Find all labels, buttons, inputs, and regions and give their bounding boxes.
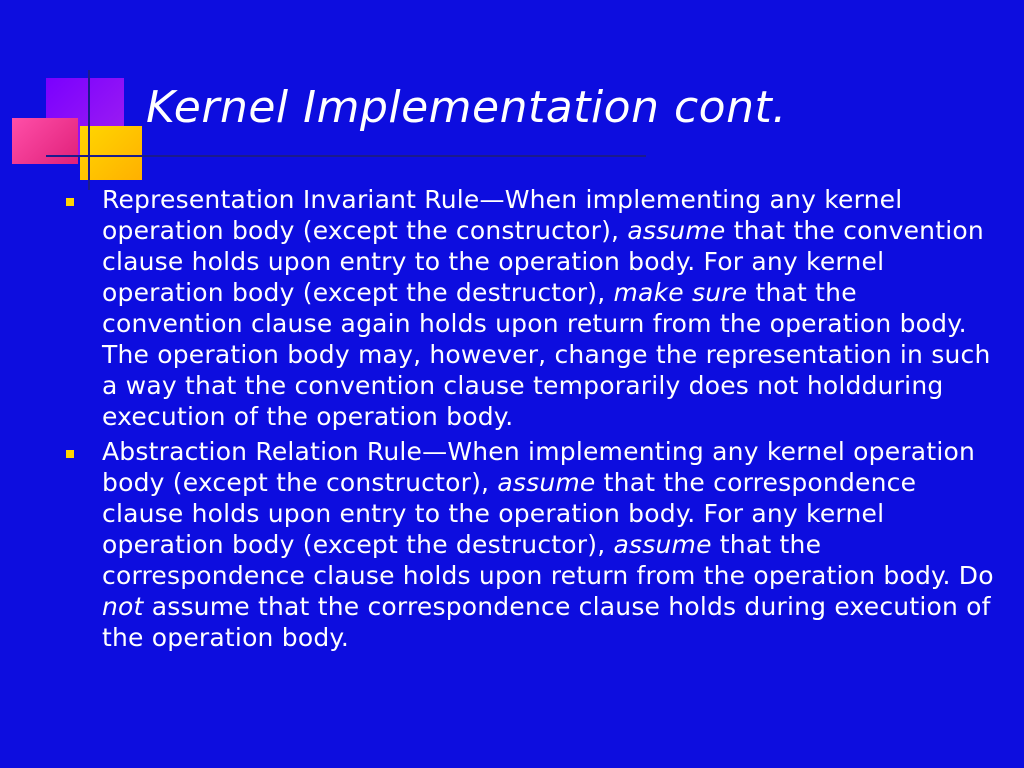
square-bullet-icon — [66, 450, 74, 458]
bullet-text — [102, 184, 996, 432]
bullet-text-segment: that the convention clause holds upon entry to the operation body. For any kernel operation body (except the destructor), — [102, 216, 984, 307]
slide-title: Kernel Implementation cont. — [146, 82, 787, 133]
title-underline — [46, 155, 646, 157]
bullet-item-representation-invariant — [62, 184, 996, 432]
decorative-pink-square — [12, 118, 78, 164]
bullet-text-emphasis: not — [102, 592, 144, 621]
bullet-text-segment: Representation Invariant Rule—When implementing any kernel operation body (except the constructor), — [102, 185, 903, 245]
bullet-text-segment: Abstraction Relation Rule—When implementing any kernel operation body (except the constructor), — [102, 437, 976, 497]
bullet-item-abstraction-relation — [62, 436, 996, 653]
bullet-text — [102, 436, 996, 653]
bullet-text-segment: that the correspondence clause holds upon entry to the operation body. For any kernel operation body (except the destructor), — [102, 468, 917, 559]
bullet-text-segment: assume that the correspondence clause holds during execution of the operation body. — [102, 592, 991, 652]
decorative-vertical-line — [88, 70, 90, 190]
bullet-text-emphasis: make sure — [613, 278, 748, 307]
bullet-text-segment: that the convention clause again holds upon return from the operation body. The operation body may, however, change the representation in such a way that the convention clause temporarily does not holdduring execution of the operation body. — [102, 278, 991, 431]
square-bullet-icon — [66, 198, 74, 206]
bullet-text-emphasis: assume — [627, 216, 726, 245]
bullet-text-segment: that the correspondence clause holds upon return from the operation body. Do — [102, 530, 994, 590]
bullet-text-emphasis: assume — [497, 468, 596, 497]
bullet-list — [62, 184, 996, 657]
bullet-text-emphasis: assume — [613, 530, 712, 559]
